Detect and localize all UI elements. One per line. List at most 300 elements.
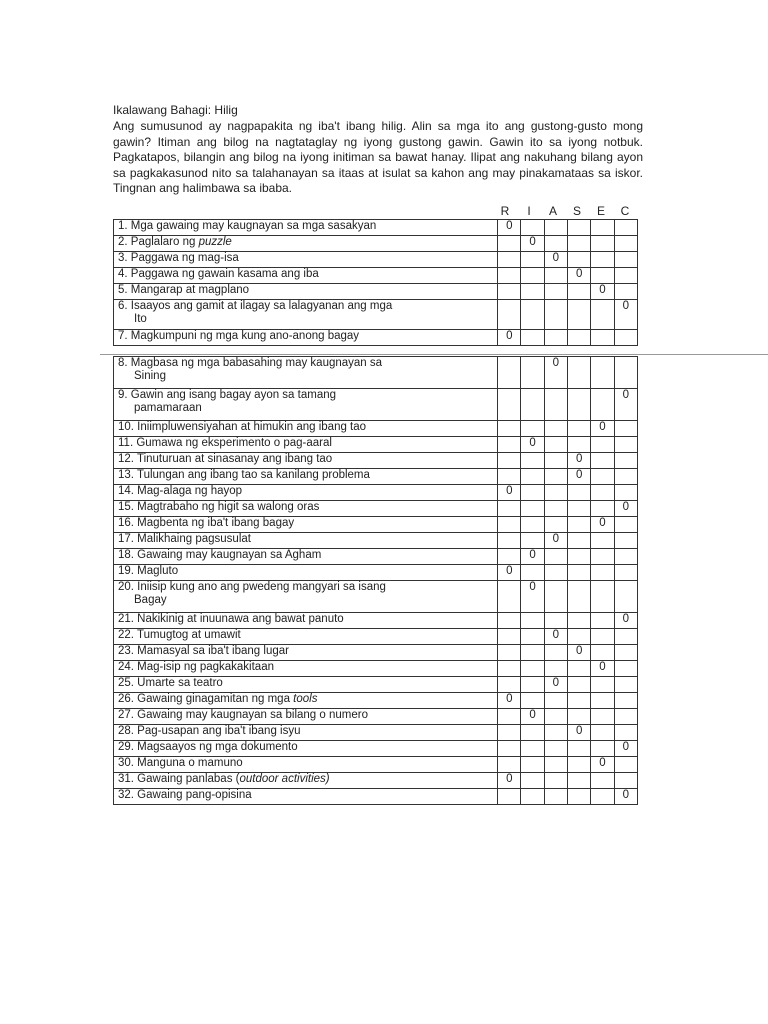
table-row — [114, 741, 638, 757]
answer-cell-e[interactable] — [591, 677, 614, 693]
circle-mark: 0 — [599, 661, 606, 673]
table-row — [114, 677, 638, 693]
answer-cell-i[interactable] — [521, 284, 544, 300]
answer-cell-c[interactable] — [614, 741, 637, 757]
answer-cell-a[interactable] — [544, 421, 567, 437]
item-label — [114, 389, 498, 421]
column-header-a: A — [548, 204, 557, 218]
answer-cell-a[interactable] — [544, 645, 567, 661]
circle-mark: 0 — [552, 677, 560, 689]
answer-cell-c[interactable] — [614, 268, 637, 284]
answer-cell-c[interactable] — [614, 485, 637, 501]
answer-cell-c[interactable] — [614, 693, 637, 709]
answer-cell-a[interactable] — [544, 549, 567, 565]
item-text: 21. Nakikinig at inuunawa ang bawat panuto — [118, 613, 344, 625]
column-header-s: S — [572, 204, 581, 218]
circle-mark: 0 — [529, 437, 536, 449]
answer-cell-s[interactable] — [568, 581, 591, 613]
answer-cell-a[interactable] — [544, 300, 567, 330]
answer-cell-i[interactable] — [521, 330, 544, 346]
answer-cell-a[interactable] — [544, 236, 567, 252]
column-header-c: C — [620, 204, 630, 218]
item-label — [114, 357, 498, 389]
answer-cell-c[interactable] — [614, 389, 637, 421]
page-divider — [100, 354, 768, 355]
item-text: 9. Gawin ang isang bagay ayon sa tamang — [118, 389, 337, 401]
answer-cell-c[interactable] — [614, 437, 637, 453]
item-label — [114, 421, 498, 437]
answer-cell-r[interactable] — [498, 549, 521, 565]
answer-cell-c[interactable] — [614, 549, 637, 565]
answer-cell-s[interactable] — [568, 501, 591, 517]
answer-cell-i[interactable] — [521, 725, 544, 741]
answer-cell-i[interactable] — [521, 252, 544, 268]
answer-cell-a[interactable] — [544, 741, 567, 757]
answer-cell-e[interactable] — [591, 300, 614, 330]
answer-cell-c[interactable] — [614, 236, 637, 252]
answer-cell-s[interactable] — [568, 629, 591, 645]
answer-cell-i[interactable] — [521, 677, 544, 693]
answer-cell-r[interactable] — [498, 757, 521, 773]
answer-cell-a[interactable] — [544, 453, 567, 469]
answer-cell-i[interactable] — [521, 469, 544, 485]
circle-mark: 0 — [622, 789, 629, 801]
answer-cell-i[interactable] — [521, 357, 544, 389]
circle-mark: 0 — [552, 629, 560, 641]
answer-cell-s[interactable] — [568, 549, 591, 565]
item-label — [114, 789, 498, 805]
answer-cell-r[interactable] — [498, 645, 521, 661]
answer-cell-a[interactable] — [544, 757, 567, 773]
answer-cell-e[interactable] — [591, 437, 614, 453]
answer-cell-s[interactable] — [568, 533, 591, 549]
answer-cell-a[interactable] — [544, 725, 567, 741]
answer-cell-s[interactable] — [568, 252, 591, 268]
table-row — [114, 300, 638, 330]
answer-cell-e[interactable] — [591, 533, 614, 549]
answer-cell-a[interactable] — [544, 773, 567, 789]
item-text: 28. Pag-usapan ang iba't ibang isyu — [118, 725, 301, 737]
answer-cell-a[interactable] — [544, 284, 567, 300]
answer-cell-i[interactable] — [521, 421, 544, 437]
item-text-italic: outdoor activities) — [239, 773, 330, 785]
answer-cell-c[interactable] — [614, 357, 637, 389]
answer-cell-r[interactable] — [498, 629, 521, 645]
answer-cell-i[interactable] — [521, 757, 544, 773]
item-text: 20. Iniisip kung ano ang pwedeng mangyari sa isang — [118, 581, 386, 593]
answer-cell-c[interactable] — [614, 581, 637, 613]
answer-cell-c[interactable] — [614, 725, 637, 741]
answer-cell-r[interactable] — [498, 661, 521, 677]
item-text: 18. Gawaing may kaugnayan sa Agham — [118, 549, 322, 561]
answer-cell-s[interactable] — [568, 220, 591, 236]
item-text: 14. Mag-alaga ng hayop — [118, 485, 243, 497]
answer-cell-i[interactable] — [521, 501, 544, 517]
answer-cell-a[interactable] — [544, 389, 567, 421]
answer-cell-s[interactable] — [568, 284, 591, 300]
answer-cell-r[interactable] — [498, 220, 521, 236]
answer-cell-i[interactable] — [521, 268, 544, 284]
answer-cell-a[interactable] — [544, 613, 567, 629]
answer-cell-i[interactable] — [521, 581, 544, 613]
answer-cell-c[interactable] — [614, 613, 637, 629]
item-label — [114, 220, 498, 236]
answer-cell-e[interactable] — [591, 709, 614, 725]
table-row — [114, 549, 638, 565]
circle-mark: 0 — [506, 220, 513, 232]
answer-cell-s[interactable] — [568, 565, 591, 581]
answer-cell-r[interactable] — [498, 268, 521, 284]
answer-cell-r[interactable] — [498, 357, 521, 389]
answer-cell-a[interactable] — [544, 330, 567, 346]
answer-cell-r[interactable] — [498, 789, 521, 805]
answer-cell-s[interactable] — [568, 357, 591, 389]
item-text-line2: Ito — [134, 313, 147, 325]
answer-cell-r[interactable] — [498, 453, 521, 469]
circle-mark: 0 — [599, 757, 606, 769]
item-text: 4. Paggawa ng gawain kasama ang iba — [118, 268, 319, 280]
answer-cell-a[interactable] — [544, 629, 567, 645]
answer-cell-i[interactable] — [521, 549, 544, 565]
answer-cell-c[interactable] — [614, 517, 637, 533]
answer-cell-e[interactable] — [591, 565, 614, 581]
table-row — [114, 725, 638, 741]
answer-cell-a[interactable] — [544, 437, 567, 453]
item-text: 3. Paggawa ng mag-isa — [118, 252, 239, 264]
item-text: 23. Mamasyal sa iba't ibang lugar — [118, 645, 289, 657]
item-text: 24. Mag-isip ng pagkakakitaan — [118, 661, 274, 673]
answer-cell-c[interactable] — [614, 645, 637, 661]
answer-cell-a[interactable] — [544, 789, 567, 805]
answer-cell-a[interactable] — [544, 501, 567, 517]
item-text-italic: tools — [293, 693, 318, 705]
answer-cell-e[interactable] — [591, 629, 614, 645]
answer-cell-c[interactable] — [614, 300, 637, 330]
answer-cell-c[interactable] — [614, 661, 637, 677]
answer-cell-e[interactable] — [591, 773, 614, 789]
answer-cell-s[interactable] — [568, 789, 591, 805]
table-row — [114, 236, 638, 252]
answer-cell-r[interactable] — [498, 613, 521, 629]
answer-cell-s[interactable] — [568, 613, 591, 629]
answer-cell-s[interactable] — [568, 469, 591, 485]
table-row — [114, 357, 638, 389]
answer-cell-e[interactable] — [591, 421, 614, 437]
answer-cell-i[interactable] — [521, 741, 544, 757]
circle-mark: 0 — [599, 517, 606, 529]
item-label — [114, 757, 498, 773]
table-row — [114, 220, 638, 236]
answer-cell-i[interactable] — [521, 437, 544, 453]
item-label — [114, 709, 498, 725]
answer-cell-r[interactable] — [498, 437, 521, 453]
answer-cell-r[interactable] — [498, 421, 521, 437]
column-header-e: E — [596, 204, 605, 218]
answer-cell-r[interactable] — [498, 677, 521, 693]
answer-cell-a[interactable] — [544, 357, 567, 389]
answer-cell-i[interactable] — [521, 236, 544, 252]
circle-mark: 0 — [506, 773, 513, 785]
answer-cell-e[interactable] — [591, 693, 614, 709]
answer-cell-s[interactable] — [568, 389, 591, 421]
answer-cell-i[interactable] — [521, 517, 544, 533]
answer-cell-s[interactable] — [568, 645, 591, 661]
answer-cell-e[interactable] — [591, 485, 614, 501]
table-row — [114, 469, 638, 485]
answer-cell-c[interactable] — [614, 469, 637, 485]
item-label — [114, 741, 498, 757]
answer-cell-e[interactable] — [591, 357, 614, 389]
item-text: 15. Magtrabaho ng higit sa walong oras — [118, 501, 320, 513]
answer-cell-e[interactable] — [591, 517, 614, 533]
answer-cell-s[interactable] — [568, 485, 591, 501]
circle-mark: 0 — [552, 252, 560, 264]
answer-cell-e[interactable] — [591, 741, 614, 757]
answer-cell-i[interactable] — [521, 693, 544, 709]
item-text: 1. Mga gawaing may kaugnayan sa mga sasakyan — [118, 220, 377, 232]
answer-cell-a[interactable] — [544, 581, 567, 613]
item-text: 31. Gawaing panlabas ( — [118, 773, 240, 785]
answer-cell-e[interactable] — [591, 581, 614, 613]
answer-cell-c[interactable] — [614, 533, 637, 549]
circle-mark: 0 — [506, 330, 513, 342]
answer-cell-a[interactable] — [544, 469, 567, 485]
answer-cell-c[interactable] — [614, 501, 637, 517]
answer-cell-r[interactable] — [498, 533, 521, 549]
answer-cell-a[interactable] — [544, 661, 567, 677]
circle-mark: 0 — [506, 565, 513, 577]
answer-cell-s[interactable] — [568, 757, 591, 773]
item-label — [114, 677, 498, 693]
answer-cell-e[interactable] — [591, 330, 614, 346]
answer-cell-c[interactable] — [614, 757, 637, 773]
answer-cell-r[interactable] — [498, 517, 521, 533]
answer-cell-e[interactable] — [591, 789, 614, 805]
item-text: 19. Magluto — [118, 565, 179, 577]
answer-cell-c[interactable] — [614, 220, 637, 236]
item-text-line2: Bagay — [134, 594, 167, 606]
column-header-r: R — [500, 204, 510, 218]
circle-mark: 0 — [575, 268, 583, 280]
answer-cell-e[interactable] — [591, 549, 614, 565]
answer-cell-i[interactable] — [521, 773, 544, 789]
circle-mark: 0 — [622, 389, 629, 401]
table-row — [114, 709, 638, 725]
answer-cell-e[interactable] — [591, 725, 614, 741]
answer-cell-r[interactable] — [498, 236, 521, 252]
item-label — [114, 236, 498, 252]
circle-mark: 0 — [506, 485, 513, 497]
answer-cell-c[interactable] — [614, 421, 637, 437]
answer-cell-r[interactable] — [498, 485, 521, 501]
item-text: 5. Mangarap at magplano — [118, 284, 250, 296]
item-text: 32. Gawaing pang-opisina — [118, 789, 252, 801]
answer-cell-a[interactable] — [544, 268, 567, 284]
answer-cell-r[interactable] — [498, 709, 521, 725]
item-label — [114, 725, 498, 741]
answer-cell-i[interactable] — [521, 709, 544, 725]
circle-mark: 0 — [506, 693, 513, 705]
answer-cell-s[interactable] — [568, 300, 591, 330]
answer-cell-r[interactable] — [498, 773, 521, 789]
answer-cell-s[interactable] — [568, 437, 591, 453]
table-row — [114, 533, 638, 549]
answer-cell-s[interactable] — [568, 725, 591, 741]
answer-cell-c[interactable] — [614, 284, 637, 300]
item-label — [114, 501, 498, 517]
table-row — [114, 757, 638, 773]
answer-cell-e[interactable] — [591, 645, 614, 661]
table-row — [114, 284, 638, 300]
item-text: 2. Paglalaro ng — [118, 236, 199, 248]
answer-cell-s[interactable] — [568, 268, 591, 284]
answer-cell-a[interactable] — [544, 693, 567, 709]
answer-cell-i[interactable] — [521, 789, 544, 805]
answer-cell-c[interactable] — [614, 773, 637, 789]
answer-cell-c[interactable] — [614, 453, 637, 469]
item-text: 29. Magsaayos ng mga dokumento — [118, 741, 298, 753]
answer-cell-e[interactable] — [591, 252, 614, 268]
item-label — [114, 533, 498, 549]
answer-cell-c[interactable] — [614, 330, 637, 346]
table-row — [114, 501, 638, 517]
table-row — [114, 517, 638, 533]
answer-cell-a[interactable] — [544, 517, 567, 533]
answer-cell-s[interactable] — [568, 330, 591, 346]
item-label — [114, 549, 498, 565]
item-label — [114, 469, 498, 485]
answer-cell-a[interactable] — [544, 709, 567, 725]
circle-mark: 0 — [599, 284, 606, 296]
answer-cell-i[interactable] — [521, 300, 544, 330]
answer-cell-i[interactable] — [521, 613, 544, 629]
answer-cell-s[interactable] — [568, 517, 591, 533]
answer-cell-e[interactable] — [591, 757, 614, 773]
answer-cell-s[interactable] — [568, 741, 591, 757]
answer-cell-s[interactable] — [568, 236, 591, 252]
answer-cell-s[interactable] — [568, 693, 591, 709]
answer-cell-s[interactable] — [568, 773, 591, 789]
item-label — [114, 300, 498, 330]
answer-cell-a[interactable] — [544, 485, 567, 501]
item-text: 10. Iniimpluwensiyahan at himukin ang ibang tao — [118, 421, 367, 433]
item-text: 17. Malikhaing pagsusulat — [118, 533, 251, 545]
answer-cell-e[interactable] — [591, 661, 614, 677]
circle-mark: 0 — [529, 549, 536, 561]
item-text: 8. Magbasa ng mga babasahing may kaugnayan sa — [118, 357, 383, 369]
answer-cell-e[interactable] — [591, 469, 614, 485]
item-text-line2: pamamaraan — [134, 402, 202, 414]
table-row — [114, 268, 638, 284]
answer-cell-s[interactable] — [568, 709, 591, 725]
answer-cell-c[interactable] — [614, 677, 637, 693]
answer-cell-a[interactable] — [544, 220, 567, 236]
answer-cell-c[interactable] — [614, 789, 637, 805]
answer-cell-i[interactable] — [521, 645, 544, 661]
answer-cell-e[interactable] — [591, 220, 614, 236]
table-row — [114, 613, 638, 629]
answer-cell-c[interactable] — [614, 629, 637, 645]
item-text: 26. Gawaing ginagamitan ng mga — [118, 693, 294, 705]
answer-cell-r[interactable] — [498, 501, 521, 517]
answer-cell-a[interactable] — [544, 565, 567, 581]
answer-cell-r[interactable] — [498, 741, 521, 757]
answer-cell-e[interactable] — [591, 284, 614, 300]
table-row — [114, 661, 638, 677]
answer-cell-i[interactable] — [521, 453, 544, 469]
table-row — [114, 389, 638, 421]
item-text: 22. Tumugtog at umawit — [118, 629, 241, 641]
answer-cell-i[interactable] — [521, 485, 544, 501]
answer-cell-e[interactable] — [591, 501, 614, 517]
answer-cell-a[interactable] — [544, 252, 567, 268]
answer-cell-a[interactable] — [544, 533, 567, 549]
answer-cell-s[interactable] — [568, 421, 591, 437]
answer-cell-i[interactable] — [521, 629, 544, 645]
answer-cell-r[interactable] — [498, 469, 521, 485]
table-row — [114, 453, 638, 469]
answer-cell-r[interactable] — [498, 725, 521, 741]
item-label — [114, 330, 498, 346]
item-label — [114, 629, 498, 645]
answer-cell-e[interactable] — [591, 389, 614, 421]
item-text-line2: Sining — [134, 370, 166, 382]
answer-cell-i[interactable] — [521, 220, 544, 236]
item-label — [114, 453, 498, 469]
circle-mark: 0 — [529, 581, 536, 593]
table-row — [114, 437, 638, 453]
answer-cell-i[interactable] — [521, 565, 544, 581]
circle-mark: 0 — [552, 533, 560, 545]
answer-cell-i[interactable] — [521, 389, 544, 421]
answer-cell-e[interactable] — [591, 613, 614, 629]
answer-cell-r[interactable] — [498, 252, 521, 268]
item-label — [114, 517, 498, 533]
answer-cell-c[interactable] — [614, 709, 637, 725]
answer-cell-r[interactable] — [498, 330, 521, 346]
answer-cell-r[interactable] — [498, 284, 521, 300]
table-row — [114, 693, 638, 709]
circle-mark: 0 — [599, 421, 606, 433]
table-row — [114, 485, 638, 501]
circle-mark: 0 — [622, 741, 629, 753]
item-text: 13. Tulungan ang ibang tao sa kanilang problema — [118, 469, 370, 481]
instructions-text: Ang sumusunod ay nagpapakita ng iba't ibang hilig. Alin sa mga ito ang gustong-gusto mong gawin? Itiman ang bilog na nagtataglay ng iyong gustong gawin. Gawin ito sa iyong notbuk. Pagkatapos, bilangin ang bilog na iyong initiman sa bawat hanay. Ilipat ang nakuhang bilang ayon sa pagkakasunod nito sa talahanayan sa itaas at isulat sa kahon ang may pinakamataas sa iskor. Tingnan ang halimbawa sa ibaba. — [113, 119, 643, 195]
answer-cell-e[interactable] — [591, 453, 614, 469]
answer-cell-c[interactable] — [614, 252, 637, 268]
answer-cell-c[interactable] — [614, 565, 637, 581]
circle-mark: 0 — [529, 709, 536, 721]
answer-cell-s[interactable] — [568, 661, 591, 677]
answer-cell-r[interactable] — [498, 581, 521, 613]
item-text: 11. Gumawa ng eksperimento o pag-aaral — [118, 437, 332, 449]
answer-cell-s[interactable] — [568, 677, 591, 693]
answer-cell-r[interactable] — [498, 300, 521, 330]
answer-cell-i[interactable] — [521, 661, 544, 677]
answer-cell-r[interactable] — [498, 565, 521, 581]
answer-cell-e[interactable] — [591, 236, 614, 252]
answer-cell-a[interactable] — [544, 677, 567, 693]
answer-cell-r[interactable] — [498, 693, 521, 709]
answer-cell-s[interactable] — [568, 453, 591, 469]
table-row — [114, 252, 638, 268]
item-text: 6. Isaayos ang gamit at ilagay sa lalagyanan ang mga — [118, 300, 393, 312]
answer-cell-i[interactable] — [521, 533, 544, 549]
answer-cell-e[interactable] — [591, 268, 614, 284]
answer-cell-r[interactable] — [498, 389, 521, 421]
item-text-italic: puzzle — [198, 236, 232, 248]
table-row — [114, 645, 638, 661]
